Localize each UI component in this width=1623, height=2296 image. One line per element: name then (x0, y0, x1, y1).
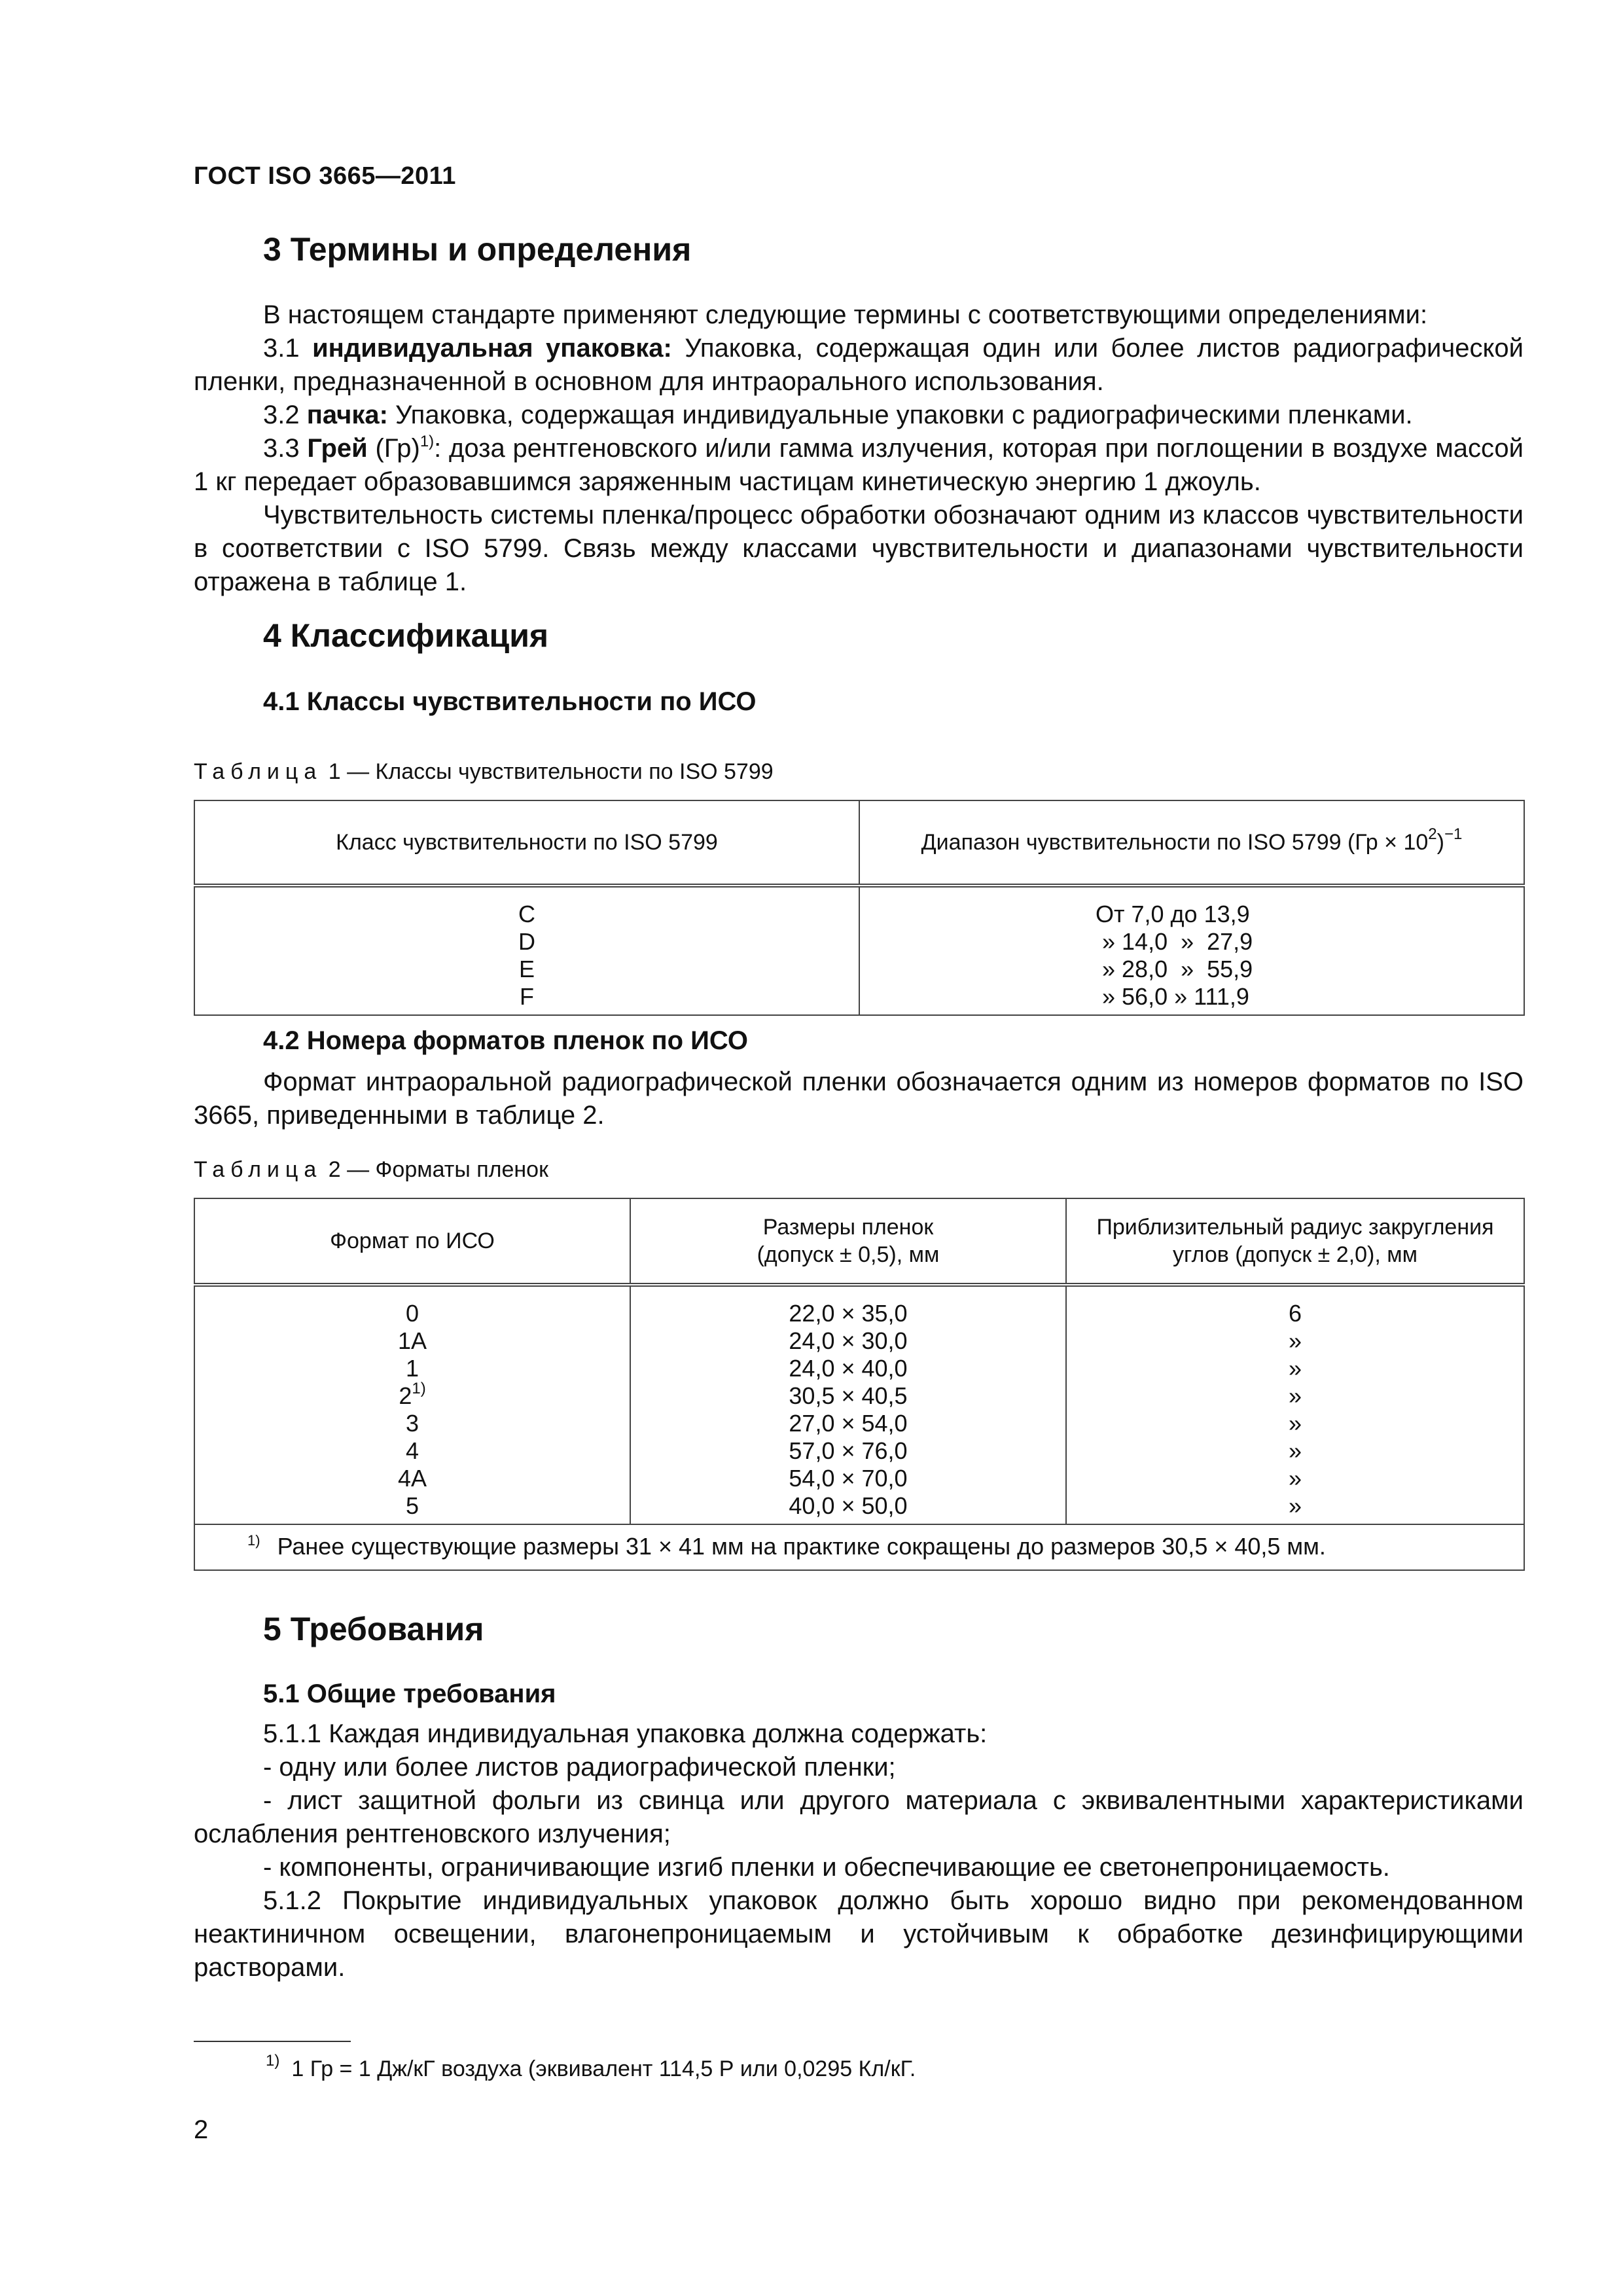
table-1-header-class: Класс чувствительности по ISO 5799 (194, 800, 859, 886)
section-5-1-body (194, 1717, 1524, 1984)
footnote-ref: 1) (419, 433, 435, 450)
table-cell: » (1288, 1437, 1302, 1464)
table-cell: 3 (405, 1410, 419, 1437)
table-2-radius-column (1066, 1285, 1524, 1524)
footnote-divider (194, 2041, 351, 2042)
section-4-2-body (194, 1066, 1524, 1132)
section-4-2-title: 4.2 Номера форматов пленок по ИСО (263, 1026, 748, 1055)
section-3-title: 3 Термины и определения (263, 231, 692, 268)
table-cell: 2$^{1)}$ (399, 1380, 426, 1409)
section-3-intro: В настоящем стандарте применяют следующие термины с соответствующими определениями: (263, 300, 1428, 329)
table-cell: » (1288, 1465, 1302, 1492)
table-cell: D (518, 928, 535, 955)
table-cell: » 14,0 » 27,9 (1096, 928, 1253, 955)
term-3-1: 3.1 индивидуальная упаковка: Упаковка, содержащая один или более листов радиографической пленки, предназначенной в основном для интраорального использования. (194, 334, 1524, 396)
clause-5-1-2: 5.1.2 Покрытие индивидуальных упаковок должно быть хорошо видно при рекомендованном неактиничном освещении, влагонепроницаемым и устойчивым к обработке дезинфицирующими растворами. (194, 1886, 1524, 1982)
list-item: - одну или более листов радиографической пленки; (263, 1753, 896, 1782)
table-cell: 22,0 × 35,0 (789, 1300, 908, 1327)
table-cell: 4A (397, 1465, 427, 1492)
table-cell: 1 (405, 1355, 419, 1382)
table-2-footnote: $^{1)}$ Ранее существующие размеры 31 × 41 мм на практике сокращены до размеров 30,5 × 40,5 мм. (194, 1524, 1524, 1570)
table-1-range-column (859, 886, 1524, 1015)
term-3-2: 3.2 пачка: Упаковка, содержащая индивидуальные упаковки с радиографическими пленками. (263, 401, 1413, 429)
table-cell: E (518, 956, 535, 982)
section-4-2-text: Формат интраоральной радиографической пленки обозначается одним из номеров форматов по ISO 3665, приведенными в таблице 2. (194, 1067, 1524, 1130)
table-2-header-size: Размеры пленок (допуск ± 0,5), мм (630, 1198, 1066, 1285)
table-cell: » (1288, 1410, 1302, 1437)
table-2-header-radius: Приблизительный радиус закругления углов (допуск ± 2,0), мм (1066, 1198, 1524, 1285)
table-cell: 1A (397, 1327, 427, 1354)
table-cell: » (1288, 1327, 1302, 1354)
table-cell: 6 (1288, 1300, 1302, 1327)
table-cell: 40,0 × 50,0 (789, 1492, 908, 1519)
table-cell: 24,0 × 30,0 (789, 1327, 908, 1354)
term-3-3-name: Грей (307, 434, 368, 463)
table-cell: C (518, 901, 535, 927)
table-cell: » 56,0 » 111,9 (1096, 983, 1249, 1010)
table-2-size-column (630, 1285, 1066, 1524)
table-2 (194, 1198, 1525, 1571)
table-2-format-column (194, 1285, 630, 1524)
sensitivity-paragraph: Чувствительность системы пленка/процесс обработки обозначают одним из классов чувствительности в соответствии с ISO 5799. Связь между классами чувствительности и диапазонами чувствительности отражена в таблице 1. (194, 501, 1524, 596)
table-cell: 30,5 × 40,5 (789, 1382, 908, 1409)
clause-5-1-1: 5.1.1 Каждая индивидуальная упаковка должна содержать: (263, 1719, 988, 1748)
table-cell: 24,0 × 40,0 (789, 1355, 908, 1382)
section-3-body (194, 298, 1524, 599)
section-5-1-title: 5.1 Общие требования (263, 1679, 556, 1708)
table-cell: » (1288, 1492, 1302, 1519)
list-item: - лист защитной фольги из свинца или другого материала с эквивалентными характеристиками ослабления рентгеновского излучения; (194, 1786, 1524, 1848)
term-3-3: 3.3 Грей (Гр)$^{1)}$: доза рентгеновского и/или гамма излучения, которая при поглощении в воздухе массой 1 кг передает образовавшимся заряженным частицам кинетическую энергию 1 джоуль. (194, 433, 1524, 496)
document-header: ГОСТ ISO 3665—2011 (194, 162, 456, 190)
table-1-header-range: Диапазон чувствительности по ISO 5799 $(Гр \times 10^2)^{-1}$ (859, 800, 1524, 886)
table-cell: » 28,0 » 55,9 (1096, 956, 1253, 982)
section-4-title: 4 Классификация (263, 617, 549, 654)
table-cell: F (520, 983, 534, 1010)
table-1-class-column (194, 886, 859, 1015)
page-number: 2 (194, 2115, 209, 2144)
table-2-caption: Таблица 2 — Форматы пленок (194, 1157, 548, 1182)
table-1 (194, 800, 1525, 1016)
term-3-1-name: индивидуальная упаковка: (312, 334, 672, 363)
table-cell: От 7,0 до 13,9 (1096, 901, 1250, 927)
table-cell: 54,0 × 70,0 (789, 1465, 908, 1492)
section-5-title: 5 Требования (263, 1611, 484, 1647)
table-cell: 4 (405, 1437, 419, 1464)
list-item: - компоненты, ограничивающие изгиб пленки и обеспечивающие ее светонепроницаемость. (263, 1853, 1390, 1882)
table-1-caption: Таблица 1 — Классы чувствительности по ISO 5799 (194, 759, 774, 784)
table-cell: » (1288, 1355, 1302, 1382)
page-footnote: $^{1)}$ 1 Гр = 1 Дж/кГ воздуха (эквивалент 114,5 Р или 0,0295 Кл/кГ. (266, 2052, 916, 2081)
table-cell: » (1288, 1382, 1302, 1409)
term-3-2-name: пачка: (306, 401, 388, 429)
table-cell: 0 (405, 1300, 419, 1327)
table-cell: 57,0 × 76,0 (789, 1437, 908, 1464)
section-4-1-title: 4.1 Классы чувствительности по ИСО (263, 687, 757, 716)
table-cell: 5 (405, 1492, 419, 1519)
footnote-ref: 1) (412, 1380, 426, 1397)
table-2-header-format: Формат по ИСО (194, 1198, 630, 1285)
table-cell: 27,0 × 54,0 (789, 1410, 908, 1437)
